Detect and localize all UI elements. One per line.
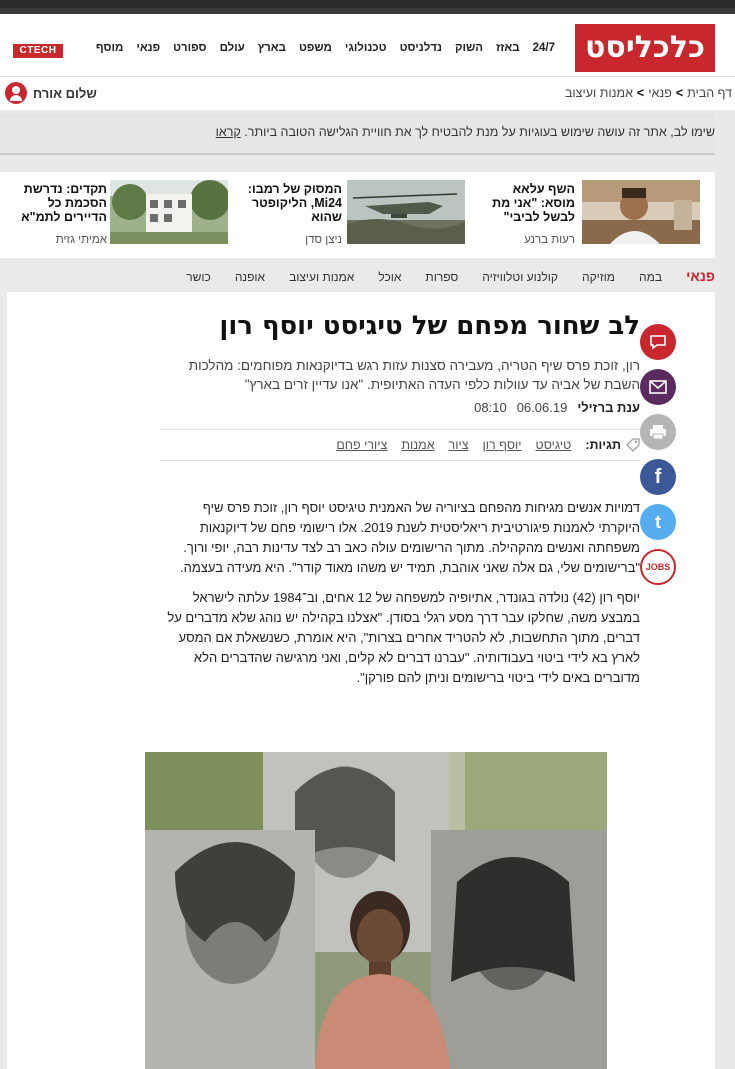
nav-item[interactable]: מוסף — [95, 42, 124, 54]
subnav-item[interactable]: אוכל — [378, 270, 402, 284]
subnav-item[interactable]: כושר — [186, 270, 211, 284]
breadcrumb-separator: > — [636, 86, 645, 100]
nav-item[interactable]: השוק — [454, 42, 483, 54]
breadcrumb-separator: > — [675, 86, 684, 100]
user-login[interactable] — [5, 82, 97, 104]
subnav-item[interactable]: מוזיקה — [581, 270, 616, 284]
comment-icon — [649, 334, 667, 350]
article-time: 08:10 — [474, 400, 507, 415]
article-author[interactable]: ענת ברזילי — [577, 400, 640, 415]
nav-item[interactable]: טכנולוגי — [344, 42, 387, 54]
mail-button[interactable] — [640, 369, 676, 405]
promo-title[interactable]: המסוק של רמבו: Mi24, הליקופטר שהוא — [247, 182, 342, 224]
tag-link[interactable]: ציור — [448, 438, 469, 452]
site-header — [0, 14, 735, 76]
user-bar — [0, 76, 735, 110]
article-body — [160, 498, 640, 698]
cookie-read-more-link[interactable]: קראו — [215, 125, 241, 139]
article-subtitle: רון, זוכת פרס שיף הטריה, מעבירה סצנות עזות רגש בדיוקנאות מפוחמים: מהלכות השבת של אביה עד עוולות כלפי העדה האתיופית. "אנו עדיין זרים בארץ" — [188, 358, 640, 392]
breadcrumb-home[interactable]: דף הבית — [687, 86, 732, 100]
subnav-item[interactable]: במה — [639, 270, 663, 284]
subnav-item[interactable]: אמנות ועיצוב — [289, 270, 355, 284]
tag-link[interactable]: טיגיסט — [535, 438, 572, 452]
nav-item[interactable]: בארץ — [257, 42, 286, 54]
cookie-notice — [0, 113, 715, 155]
user-icon — [5, 82, 27, 104]
nav-item[interactable]: נדלניסט — [399, 42, 442, 54]
subnav-item[interactable]: קולנוע וטלוויזיה — [482, 270, 558, 284]
article-tags — [160, 429, 640, 461]
breadcrumb — [565, 86, 732, 100]
nav-item[interactable]: באזז — [496, 42, 520, 54]
article-headline: לב שחור מפחם של טיגיסט יוסף רון — [219, 311, 640, 341]
helicopter-photo — [347, 180, 465, 244]
promo-strip — [0, 172, 715, 258]
article-paragraph: יוסף רון (42) נולדה בגונדר, אתיופיה למשפחה של 12 אחים, וב־1984 עלתה לישראל במבצע משה, שחלקו עבר דרך מסע רגלי בסודן. "אצלנו בקהילה יש נוהג שלא מדברים על דברים, מתוך התחשבות, לא להטריד אחרים בצרות", היא אומרת, כשנשאלת אם המסע לארץ בא לידי ביטוי בעבודותיה. "עברנו דברים לא קלים, ואני מרגישה שהדברים הלא מדוברים באים לידי ביטוי ברישומים וניתן להם פורקן". — [167, 590, 640, 685]
nav-item[interactable]: 24/7 — [532, 42, 555, 54]
promo-title[interactable]: השף עלאא מוסא: "אני מת לבשל לביבי" — [492, 182, 575, 224]
tag-link[interactable]: ציורי פחם — [336, 438, 388, 452]
facebook-button[interactable] — [640, 459, 676, 495]
ctech-logo[interactable]: CTECH — [13, 44, 63, 58]
article-main-photo — [145, 752, 607, 1069]
promo-item[interactable] — [245, 180, 467, 246]
main-nav — [96, 42, 555, 54]
site-logo[interactable]: כלכליסט — [575, 24, 715, 72]
nav-item[interactable]: פנאי — [136, 42, 161, 54]
jobs-icon: JOBS — [645, 562, 671, 572]
subnav-brand[interactable]: פנאי — [686, 268, 715, 284]
article-date: 06.06.19 — [516, 400, 568, 415]
tags-label: תגיות: — [585, 438, 621, 452]
promo-author: רעות ברנע — [524, 234, 575, 246]
twitter-icon: t — [655, 511, 661, 532]
tag-icon — [626, 438, 640, 452]
jobs-button[interactable] — [640, 549, 676, 585]
comment-button[interactable] — [640, 324, 676, 360]
promo-author: אמיתי גזית — [55, 234, 107, 246]
article-paragraph: דמויות אנשים מגיחות מהפחם בציוריה של האמנית טיגיסט יוסף רון, זוכת פרס שיף היוקרתי לאמנות פיגורטיבית ריאליסטית לשנת 2019. אלו רישומי פחם של דיוקנאות משפחתה ואנשים מהקהילה. מתוך הרישומים עולה כאב רב לצד עדינות רבה, יופי ורוך. "ברישומים שלי, גם אלה שאני אוהבת, תמיד יש משהו מאוד קודר". היא מעידה בעצמה. — [180, 500, 640, 575]
twitter-button[interactable] — [640, 504, 676, 540]
facebook-icon: f — [654, 465, 662, 488]
subnav-item[interactable]: אופנה — [234, 270, 266, 284]
article-byline — [160, 400, 640, 415]
print-button[interactable] — [640, 414, 676, 450]
nav-item[interactable]: משפט — [298, 42, 332, 54]
breadcrumb-leisure[interactable]: פנאי — [648, 86, 672, 100]
chef-photo — [582, 180, 700, 244]
promo-title[interactable]: תקדים: נדרשת הסכמת כל הדיירים לתמ"א — [21, 182, 107, 224]
breadcrumb-art-design[interactable]: אמנות ועיצוב — [564, 86, 633, 100]
cookie-text: שימו לב, אתר זה עושה שימוש בעוגיות על מנת להבטיח לך את חוויית הגלישה הטובה ביותר. — [244, 125, 715, 139]
promo-item[interactable] — [10, 180, 232, 246]
browser-top-strip — [0, 0, 735, 14]
subnav-item[interactable]: ספרות — [425, 270, 459, 284]
print-icon — [649, 424, 667, 440]
user-greeting: שלום אורח — [33, 85, 97, 101]
promo-item[interactable] — [485, 180, 700, 246]
tag-link[interactable]: יוסף רון — [482, 438, 522, 452]
mail-icon — [649, 380, 667, 394]
promo-author: ניצן סדן — [305, 234, 342, 246]
building-photo — [110, 180, 228, 244]
section-subnav — [0, 262, 715, 292]
nav-item[interactable]: עולם — [219, 42, 245, 54]
tag-link[interactable]: אמנות — [401, 438, 435, 452]
article-header — [160, 310, 640, 461]
nav-item[interactable]: ספורט — [173, 42, 207, 54]
